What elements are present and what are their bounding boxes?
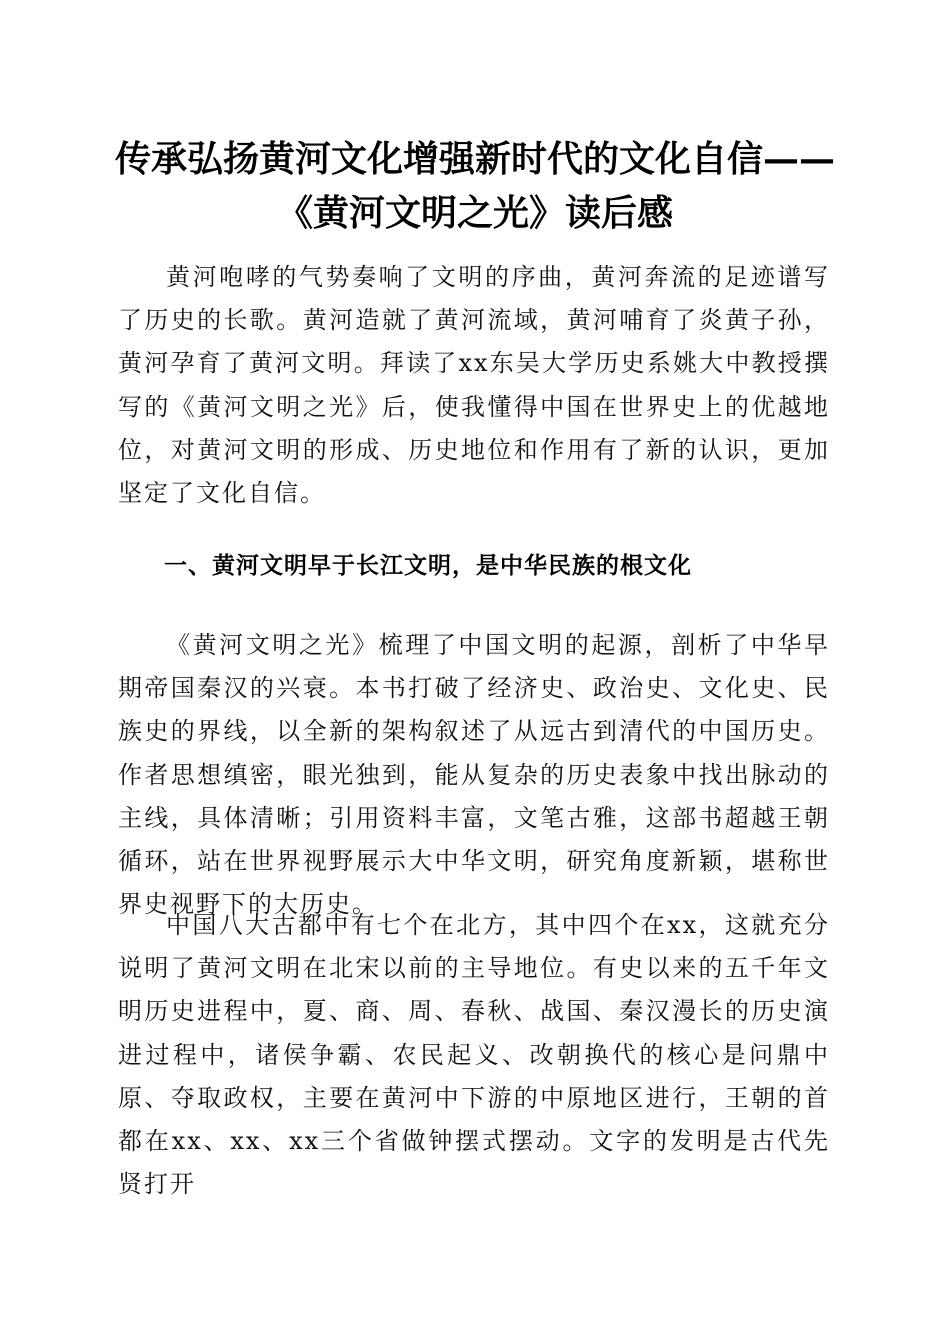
document-title-line-2: 《黄河文明之光》读后感 [276,192,673,234]
paragraph-intro: 黄河咆哮的气势奏响了文明的序曲，黄河奔流的足迹谱写了历史的长歌。黄河造就了黄河流域，黄河哺育了炎黄子孙，黄河孕育了黄河文明。拜读了xx东吴大学历史系姚大中教授撰写的《黄河文明之光》后，使我懂得中国在世界史上的优越地位，对黄河文明的形成、历史地位和作用有了新的认识，更加坚定了文化自信。 [118,263,830,508]
paragraph-ancient-capitals: 中国八大古都中有七个在北方，其中四个在xx，这就充分说明了黄河文明在北宋以前的主导地位。有史以来的五千年文明历史进程中，夏、商、周、春秋、战国、秦汉漫长的历史演进过程中，诸侯争霸、农民起义、改朝换代的核心是问鼎中原、夺取政权，主要在黄河中下游的中原地区进行，王朝的首都在xx、xx、xx三个省做钟摆式摆动。文字的发明是古代先贤打开 [118,911,830,1199]
paragraph-book-summary: 《黄河文明之光》梳理了中国文明的起源，剖析了中华早期帝国秦汉的兴衰。本书打破了经济史、政治史、文化史、民族史的界线，以全新的架构叙述了从远古到清代的中国历史。作者思想缜密，眼光独到，能从复杂的历史表象中找出脉动的主线，具体清晰；引用资料丰富，文笔古雅，这部书超越王朝循环，站在世界视野展示大中华文明，研究角度新颖，堪称世界史视野下的大历史。 [118,631,830,919]
document-title-line-1: 传承弘扬黄河文化增强新时代的文化自信—— [114,138,835,180]
section-heading-1: 一、黄河文明早于长江文明，是中华民族的根文化 [164,553,692,579]
